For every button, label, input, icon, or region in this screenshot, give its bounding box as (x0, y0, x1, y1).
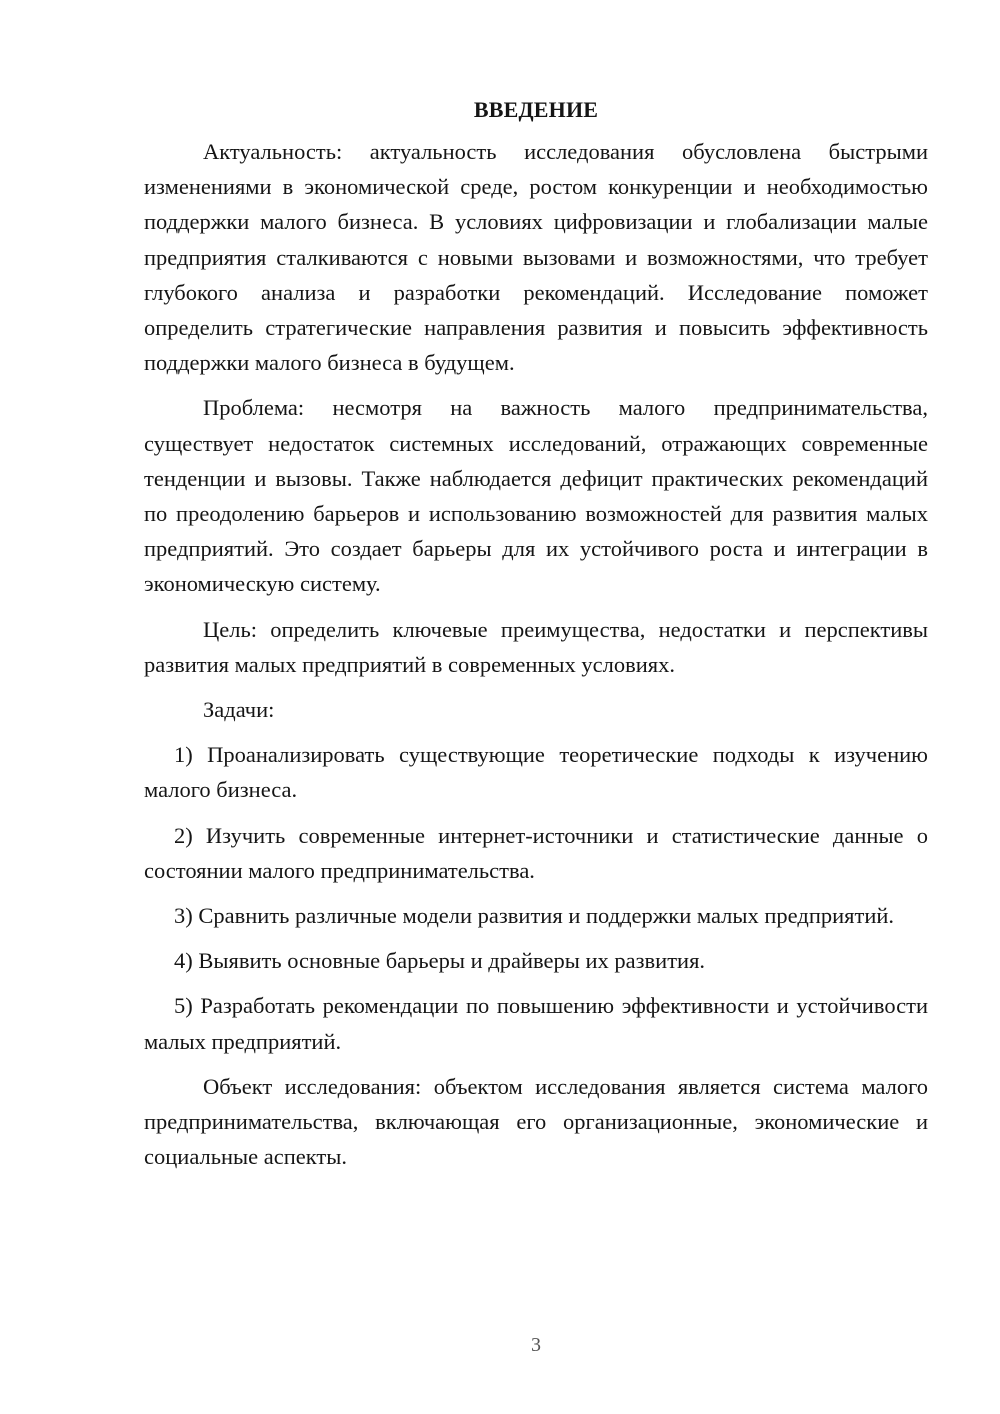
relevance-paragraph: Актуальность: актуальность исследования обусловлена быстрыми изменениями в экономической среде, ростом конкуренции и необходимостью поддержки малого бизнеса. В условиях цифровизации и глобализации малые предприятия сталкиваются с новыми вызовами и возможностями, что требует глубокого анализа и разработки рекомендаций. Исследование поможет определить стратегические направления развития и повысить эффективность поддержки малого бизнеса в будущем. (144, 139, 928, 376)
task-item-4: 4) Выявить основные барьеры и драйверы их развития. (174, 948, 706, 974)
document-page (144, 92, 928, 1184)
task-item-1: 1) Проанализировать существующие теоретические подходы к изучению малого бизнеса. (144, 742, 928, 803)
section-heading: ВВЕДЕНИЕ (473, 97, 599, 122)
task-item-2: 2) Изучить современные интернет-источники и статистические данные о состоянии малого предпринимательства. (144, 822, 928, 883)
problem-paragraph: Проблема: несмотря на важность малого предпринимательства, существует недостаток системных исследований, отражающих современные тенденции и вызовы. Также наблюдается дефицит практических рекомендаций по преодолению барьеров и использованию возможностей для развития малых предприятий. Это создает барьеры для их устойчивого роста и интеграции в экономическую систему. (144, 395, 928, 597)
tasks-heading: Задачи: (203, 697, 275, 723)
object-paragraph: Объект исследования: объектом исследования является система малого предпринимательства, включающая его организационные, экономические и социальные аспекты. (144, 1073, 928, 1170)
page-number: 3 (531, 1334, 541, 1356)
goal-paragraph: Цель: определить ключевые преимущества, недостатки и перспективы развития малых предприятий в современных условиях. (144, 616, 928, 677)
task-item-5: 5) Разработать рекомендации по повышению эффективности и устойчивости малых предприятий. (144, 993, 928, 1054)
task-item-3: 3) Сравнить различные модели развития и поддержки малых предприятий. (174, 903, 895, 929)
